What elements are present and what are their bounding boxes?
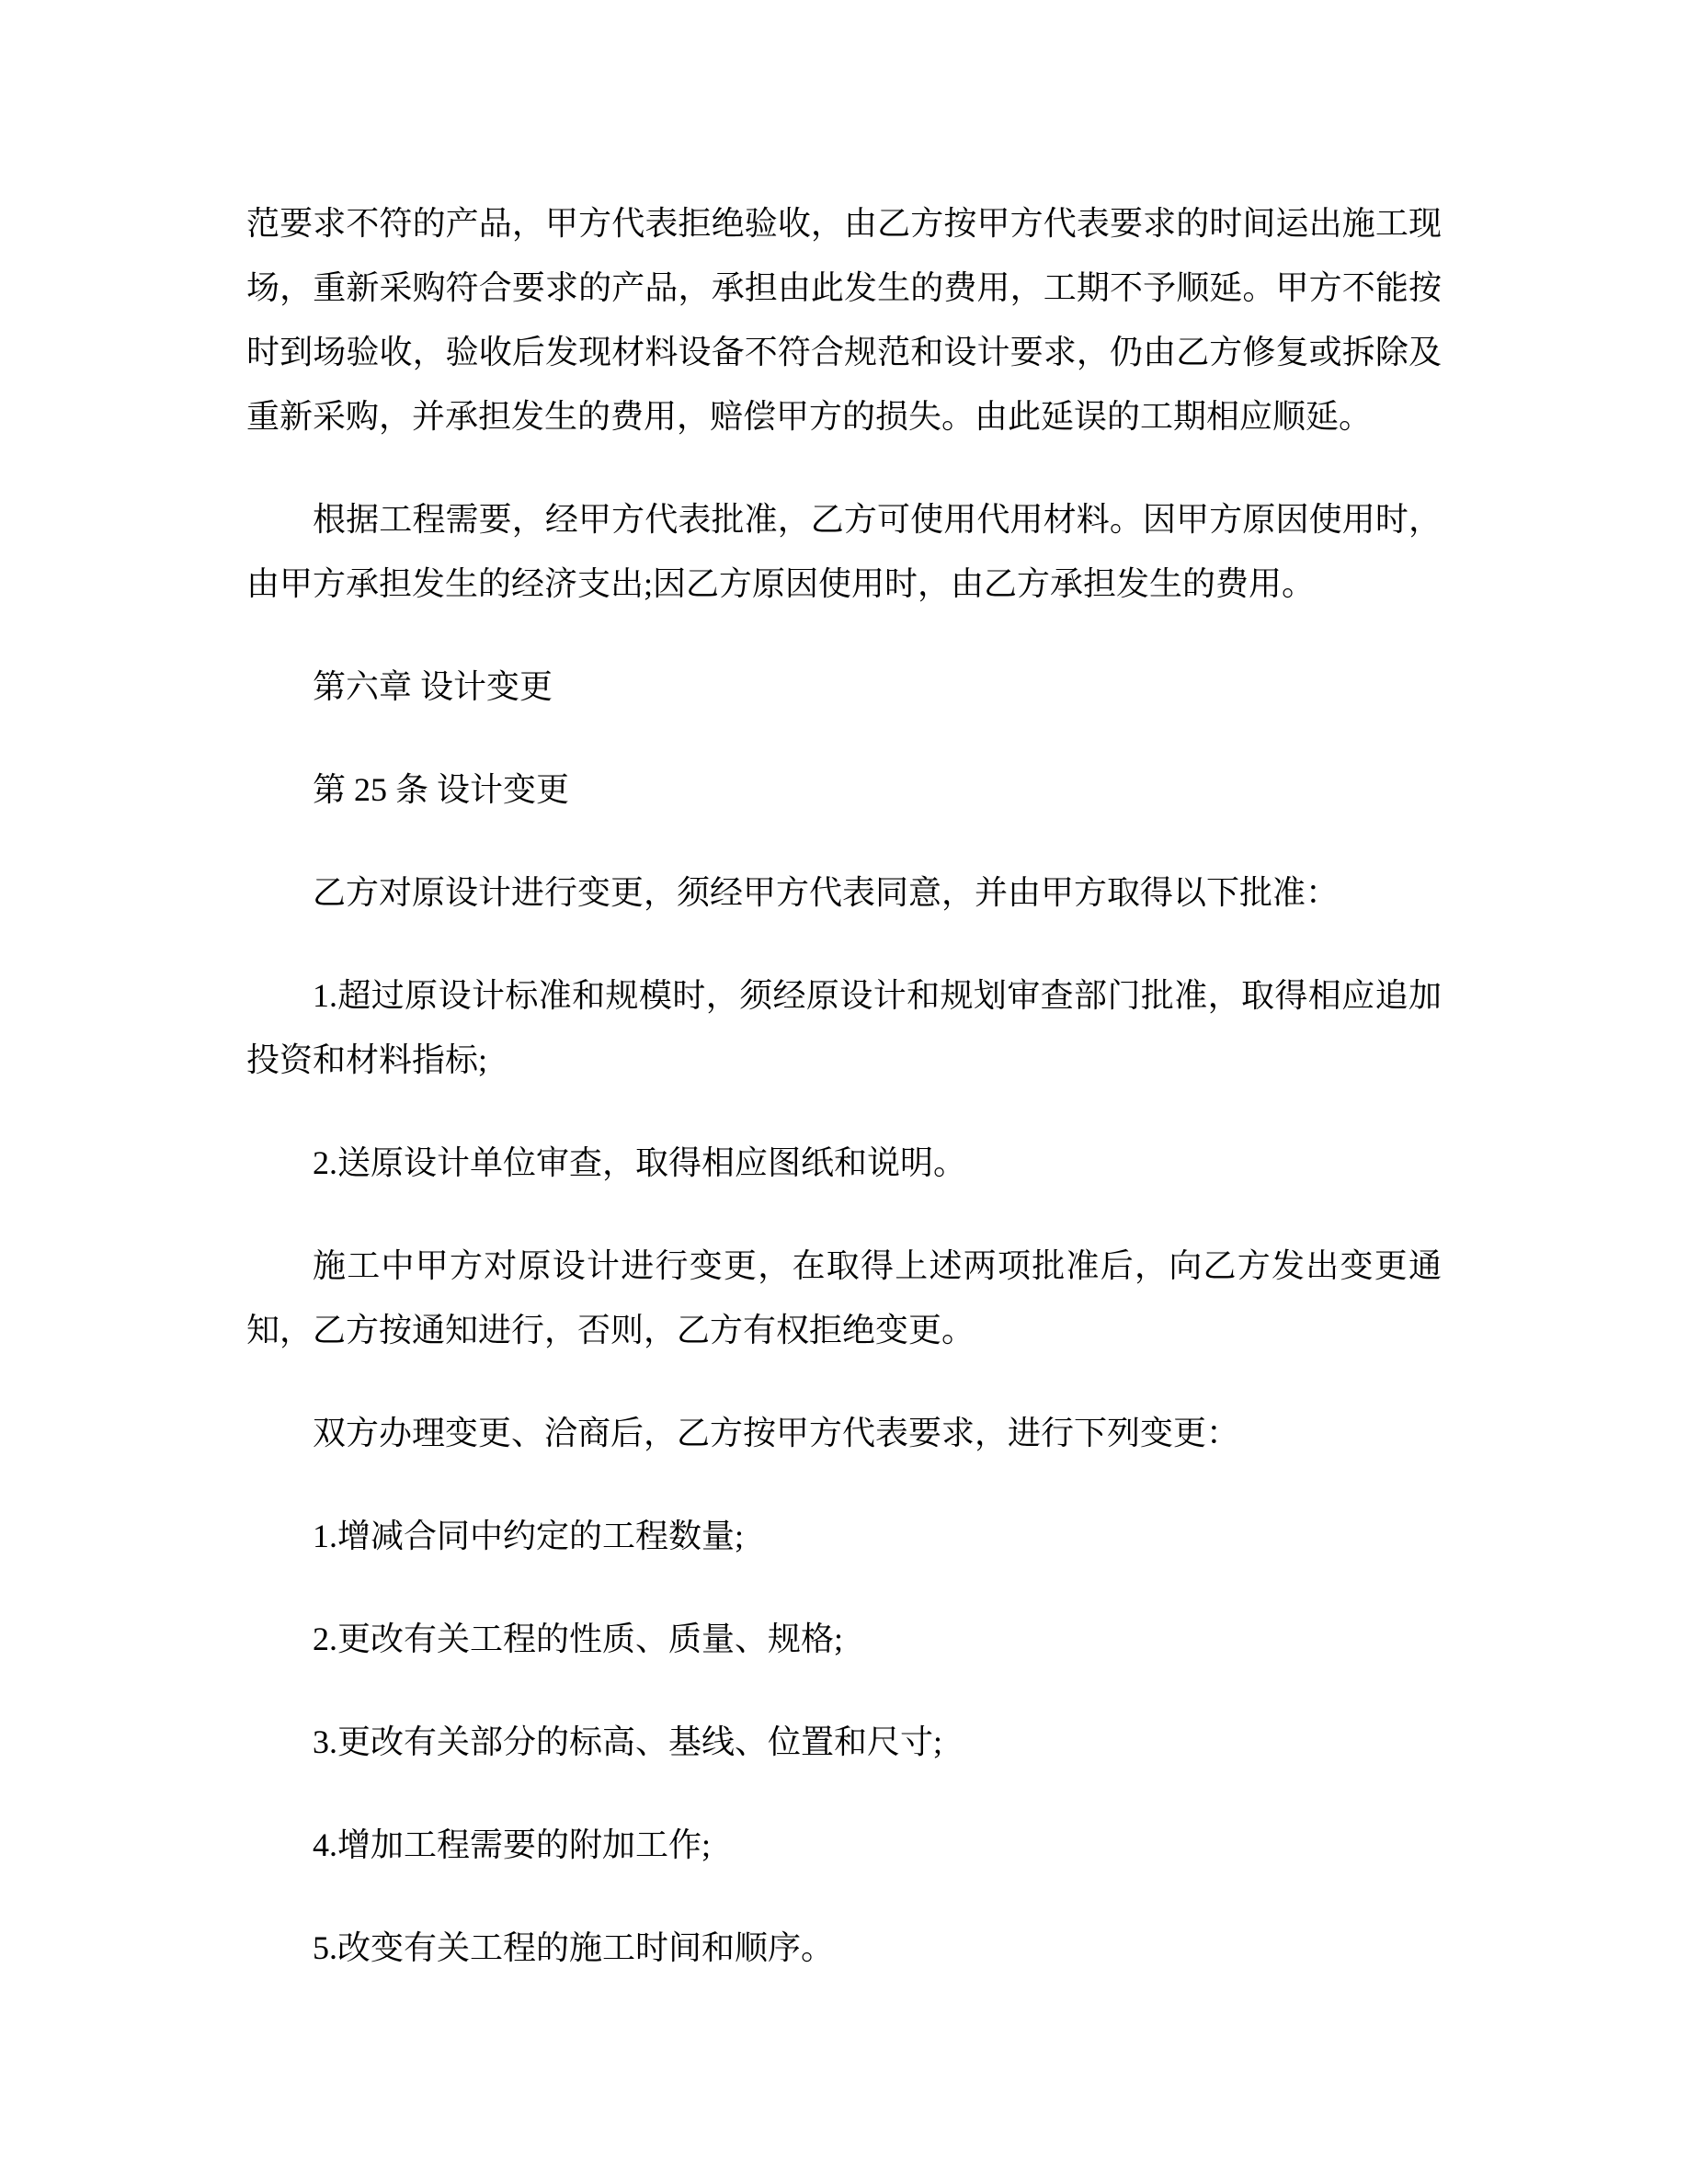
list-item-approval-2: 2.送原设计单位审查，取得相应图纸和说明。 — [313, 1144, 967, 1181]
paragraph-material-acceptance: 范要求不符的产品，甲方代表拒绝验收，由乙方按甲方代表要求的时间运出施工现场，重新采购符合要求的产品，承担由此发生的费用，工期不予顺延。甲方不能按时到场验收，验收后发现材料设备不符合规范和设计要求，仍由乙方修复或拆除及重新采购，并承担发生的费用，赔偿甲方的损失。由此延误的工期相应顺延。 — [246, 205, 1442, 435]
list-item-change-4: 4.增加工程需要的附加工作; — [313, 1826, 712, 1863]
list-item-approval-1: 1.超过原设计标准和规模时，须经原设计和规划审查部门批准，取得相应追加投资和材料指标; — [246, 977, 1442, 1078]
paragraph-change-scope-intro: 双方办理变更、洽商后，乙方按甲方代表要求，进行下列变更： — [313, 1415, 1240, 1451]
chapter-heading: 第六章 设计变更 — [313, 668, 553, 705]
clause-heading: 第 25 条 设计变更 — [313, 771, 570, 808]
paragraph-change-notice: 施工中甲方对原设计进行变更，在取得上述两项批准后，向乙方发出变更通知，乙方按通知进行，否则，乙方有权拒绝变更。 — [246, 1247, 1442, 1348]
list-item-change-5: 5.改变有关工程的施工时间和顺序。 — [313, 1929, 835, 1966]
paragraph-change-approval-intro: 乙方对原设计进行变更，须经甲方代表同意，并由甲方取得以下批准： — [313, 874, 1340, 911]
list-item-change-2: 2.更改有关工程的性质、质量、规格; — [313, 1621, 844, 1657]
paragraph-substitute-materials: 根据工程需要，经甲方代表批准，乙方可使用代用材料。因甲方原因使用时，由甲方承担发生的经济支出;因乙方原因使用时，由乙方承担发生的费用。 — [246, 501, 1442, 602]
list-item-change-1: 1.增减合同中约定的工程数量; — [313, 1518, 745, 1554]
list-item-change-3: 3.更改有关部分的标高、基线、位置和尺寸; — [313, 1723, 943, 1760]
